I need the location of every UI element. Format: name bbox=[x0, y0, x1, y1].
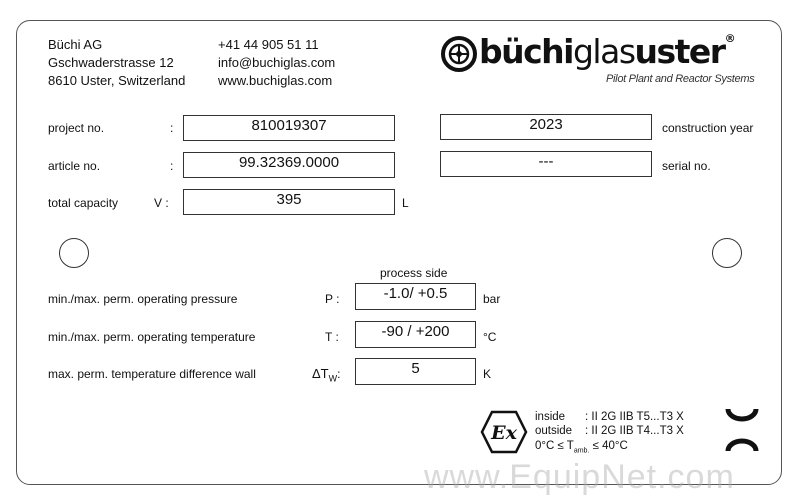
ex-hexagon-icon bbox=[480, 410, 528, 454]
article-no-field: 99.32369.0000 bbox=[183, 152, 395, 178]
article-label: article no. bbox=[48, 159, 101, 173]
serial-no-label: serial no. bbox=[662, 159, 711, 173]
temperature-label: min./max. perm. operating temperature bbox=[48, 330, 256, 344]
pressure-symbol: P : bbox=[325, 292, 340, 306]
ex-mark-text: Ex bbox=[491, 422, 517, 444]
delta-t: ΔT bbox=[312, 366, 329, 381]
ambient-tail: ≤ 40°C bbox=[589, 440, 628, 452]
temp-difference-label: max. perm. temperature difference wall bbox=[48, 367, 256, 381]
logo-part-uster: uster bbox=[634, 32, 725, 71]
atex-ambient bbox=[535, 439, 628, 458]
company-contact bbox=[218, 36, 335, 90]
company-phone: +41 44 905 51 11 bbox=[218, 37, 319, 52]
company-address bbox=[48, 36, 185, 90]
atex-outside-value: : II 2G IIB T4...T3 X bbox=[585, 425, 684, 437]
mounting-hole-left bbox=[59, 238, 89, 268]
ambient-lead: 0°C ≤ T bbox=[535, 440, 574, 452]
company-city: 8610 Uster, Switzerland bbox=[48, 73, 186, 88]
temperature-field: -90 / +200 bbox=[355, 321, 476, 348]
logo-wordmark bbox=[479, 32, 736, 71]
company-name: Büchi AG bbox=[48, 37, 103, 52]
delta-t-subscript: W bbox=[328, 373, 338, 384]
mounting-hole-right bbox=[712, 238, 742, 268]
company-email: info@buchiglas.com bbox=[218, 55, 336, 70]
delta-t-colon: : bbox=[337, 367, 341, 381]
project-label: project no. bbox=[48, 121, 105, 135]
capacity-unit: L bbox=[402, 196, 409, 210]
construction-year-label: construction year bbox=[662, 121, 754, 135]
article-colon: : bbox=[170, 159, 174, 173]
pressure-field: -1.0/ +0.5 bbox=[355, 283, 476, 310]
atex-inside-label: inside bbox=[535, 411, 566, 423]
ce-mark-icon bbox=[722, 405, 762, 455]
temperature-symbol: T : bbox=[325, 330, 339, 344]
serial-no-field: --- bbox=[440, 151, 652, 177]
ambient-subscript: amb. bbox=[573, 447, 590, 455]
project-colon: : bbox=[170, 121, 174, 135]
temp-difference-unit: K bbox=[483, 367, 492, 381]
logo-part-glas: glas bbox=[572, 32, 635, 71]
atex-inside-value: : II 2G IIB T5...T3 X bbox=[585, 411, 684, 423]
project-no-field: 810019307 bbox=[183, 115, 395, 141]
capacity-label: total capacity bbox=[48, 196, 119, 210]
buchiglas-logo-icon bbox=[440, 35, 478, 73]
temp-difference-symbol bbox=[312, 366, 340, 383]
temp-difference-field: 5 bbox=[355, 358, 476, 385]
logo-tagline: Pilot Plant and Reactor Systems bbox=[606, 73, 755, 85]
process-side-header: process side bbox=[380, 266, 448, 280]
logo-registered: ® bbox=[724, 32, 736, 45]
logo-part-buchi: büchi bbox=[479, 32, 573, 71]
temperature-unit: °C bbox=[483, 330, 497, 344]
watermark: www.EquipNet.com bbox=[424, 458, 735, 496]
construction-year-field: 2023 bbox=[440, 114, 652, 140]
company-street: Gschwaderstrasse 12 bbox=[48, 55, 174, 70]
atex-outside-label: outside bbox=[535, 425, 573, 437]
pressure-label: min./max. perm. operating pressure bbox=[48, 292, 238, 306]
company-web: www.buchiglas.com bbox=[218, 73, 333, 88]
capacity-field: 395 bbox=[183, 189, 395, 215]
pressure-unit: bar bbox=[483, 292, 501, 306]
capacity-symbol: V : bbox=[154, 196, 169, 210]
